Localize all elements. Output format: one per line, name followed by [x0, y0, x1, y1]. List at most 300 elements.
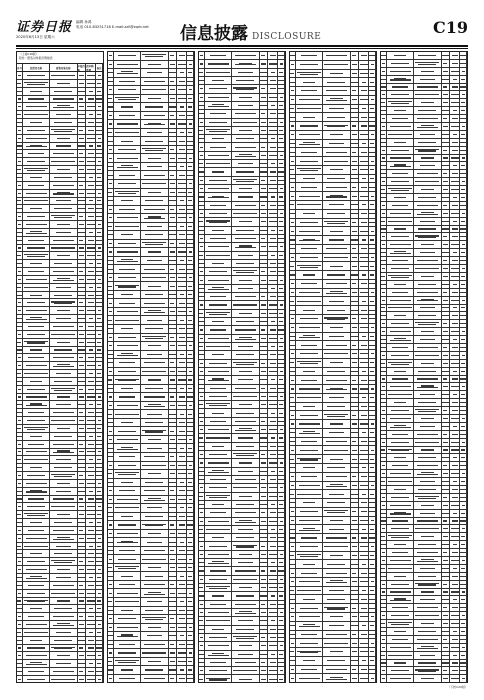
table-cell — [169, 470, 178, 478]
cell-text-line — [209, 405, 227, 406]
cell-text-line — [329, 397, 344, 398]
table-cell — [387, 312, 414, 319]
table-cell — [268, 252, 278, 259]
cell-text-line — [109, 64, 112, 65]
table-cell — [460, 178, 467, 185]
table-cell — [260, 468, 269, 475]
cell-text-line — [209, 454, 227, 455]
table-cell — [414, 162, 441, 169]
table-row — [17, 354, 103, 362]
table-row — [381, 84, 467, 92]
cell-text-line — [56, 404, 71, 405]
cell-text-line — [382, 584, 385, 585]
table-cell — [414, 344, 441, 351]
table-cell — [78, 401, 87, 408]
cell-text-line — [278, 637, 284, 638]
cell-text-line — [326, 389, 347, 390]
cell-text-line — [148, 345, 161, 346]
table-cell — [450, 533, 460, 540]
table-row — [17, 401, 103, 409]
cell-text-line — [180, 226, 185, 227]
cell-text-line — [381, 449, 385, 450]
cell-text-line — [382, 560, 385, 561]
table-row — [199, 534, 285, 542]
cell-text-line — [145, 516, 163, 517]
cell-text-line — [236, 181, 254, 182]
table-cell — [351, 411, 360, 419]
table-cell — [78, 237, 87, 244]
cell-text-line — [188, 132, 192, 133]
table-cell — [296, 87, 323, 95]
table-cell — [141, 308, 168, 316]
cell-text-line — [170, 64, 176, 65]
cell-text-line — [381, 544, 386, 545]
cell-text-line — [381, 513, 386, 514]
table-row — [108, 342, 194, 351]
cell-text-line — [300, 222, 318, 223]
table-cell — [351, 657, 360, 665]
table-cell — [359, 613, 369, 621]
cell-text-line — [144, 115, 165, 116]
table-cell — [86, 652, 96, 659]
table-cell — [387, 470, 414, 477]
cell-text-line — [170, 465, 175, 466]
table-cell — [268, 401, 278, 408]
table-cell — [50, 260, 77, 267]
table-cell — [278, 260, 285, 267]
cell-text-line — [79, 679, 84, 680]
table-cell — [23, 472, 50, 479]
table-row — [17, 558, 103, 566]
table-cell — [141, 248, 168, 256]
table-row — [381, 376, 467, 384]
cell-text-line — [369, 318, 375, 319]
table-cell — [260, 52, 269, 59]
cell-text-line — [260, 595, 268, 596]
cell-text-line — [290, 169, 294, 170]
table-cell — [187, 632, 194, 640]
cell-text-line — [279, 471, 284, 472]
cell-text-line — [79, 130, 83, 131]
table-cell — [23, 527, 50, 534]
table-cell — [177, 632, 187, 640]
table-row — [290, 631, 376, 640]
table-cell — [114, 641, 141, 649]
table-row — [290, 227, 376, 236]
table-cell — [96, 449, 103, 456]
table-column-3 — [198, 51, 286, 683]
table-cell — [78, 80, 87, 87]
table-cell — [177, 402, 187, 410]
cell-text-line — [442, 339, 449, 340]
cell-text-line — [443, 157, 449, 158]
table-cell — [23, 135, 50, 142]
table-header-row — [17, 64, 103, 72]
cell-text-line — [79, 216, 83, 217]
table-row — [290, 543, 376, 552]
cell-text-line — [291, 318, 294, 319]
table-cell — [323, 385, 350, 393]
table-cell — [296, 271, 323, 279]
table-row — [290, 96, 376, 105]
table-cell — [169, 299, 178, 307]
cell-text-line — [371, 520, 374, 521]
table-cell — [50, 503, 77, 510]
table-cell — [387, 265, 414, 272]
table-cell — [351, 183, 360, 191]
cell-text-line — [18, 420, 21, 421]
cell-text-line — [327, 178, 345, 179]
cell-text-line — [300, 415, 318, 416]
table-row — [199, 193, 285, 201]
table-cell — [23, 284, 50, 291]
table-cell — [369, 473, 376, 481]
table-cell — [260, 218, 269, 225]
cell-text-line — [142, 183, 166, 184]
cell-text-line — [178, 533, 187, 534]
table-row — [17, 292, 103, 300]
table-cell — [296, 368, 323, 376]
cell-text-line — [352, 161, 357, 162]
table-cell — [78, 417, 87, 424]
table-cell — [50, 166, 77, 173]
cell-text-line — [178, 311, 186, 312]
cell-text-line — [421, 244, 434, 245]
table-cell — [78, 260, 87, 267]
cell-text-line — [261, 304, 266, 305]
table-row — [17, 637, 103, 645]
cell-text-line — [79, 193, 84, 194]
table-row — [17, 80, 103, 88]
cell-text-line — [235, 64, 256, 65]
cell-text-line — [170, 678, 174, 679]
cell-text-line — [179, 618, 186, 619]
table-cell — [460, 328, 467, 335]
cell-text-line — [391, 277, 409, 278]
table-cell — [205, 343, 232, 350]
table-cell — [23, 637, 50, 644]
cell-text-line — [351, 599, 359, 600]
table-cell — [23, 417, 50, 424]
cell-text-line — [121, 106, 134, 107]
table-cell — [232, 484, 259, 491]
table-row — [17, 496, 103, 504]
table-cell — [232, 135, 259, 142]
cell-text-line — [278, 329, 284, 330]
table-cell — [351, 70, 360, 78]
cell-text-line — [200, 147, 203, 148]
cell-text-line — [290, 345, 295, 346]
cell-text-line — [79, 279, 84, 280]
cell-text-line — [97, 169, 101, 170]
cell-text-line — [170, 661, 176, 662]
table-cell — [205, 326, 232, 333]
table-cell — [351, 674, 360, 682]
cell-text-line — [148, 158, 161, 159]
table-row — [290, 210, 376, 219]
cell-text-line — [278, 171, 283, 172]
table-row — [17, 598, 103, 606]
table-cell — [141, 78, 168, 86]
table-cell — [23, 198, 50, 205]
table-cell — [414, 462, 441, 469]
table-cell — [86, 441, 96, 448]
cell-text-line — [270, 354, 276, 355]
table-cell — [177, 359, 187, 367]
table-intro-line: （上接C18版） — [19, 52, 39, 56]
table-cell — [387, 107, 414, 114]
cell-text-line — [270, 180, 277, 181]
table-cell — [387, 68, 414, 75]
table-cell — [96, 72, 103, 79]
cell-text-line — [297, 108, 321, 109]
cell-text-line — [238, 288, 253, 289]
cell-text-line — [51, 420, 75, 421]
cell-text-line — [97, 263, 102, 264]
cell-text-line — [418, 402, 436, 403]
table-cell — [50, 72, 77, 79]
table-cell — [460, 273, 467, 280]
cell-text-line — [26, 664, 47, 665]
cell-text-line — [97, 459, 101, 460]
cell-text-line — [270, 421, 277, 422]
table-cell — [442, 549, 451, 556]
cell-text-line — [188, 354, 193, 355]
cell-text-line — [206, 529, 230, 530]
table-cell — [296, 508, 323, 516]
cell-text-line — [208, 612, 229, 613]
table-cell — [442, 84, 451, 91]
cell-text-line — [360, 546, 368, 547]
table-cell — [205, 260, 232, 267]
cell-text-line — [88, 553, 94, 554]
table-header-cell: 拟申购数量 — [86, 64, 96, 71]
cell-text-line — [279, 346, 283, 347]
cell-text-line — [420, 79, 435, 80]
cell-text-line — [351, 239, 358, 240]
cell-text-line — [169, 294, 177, 295]
table-cell — [23, 80, 50, 87]
table-cell — [460, 462, 467, 469]
cell-text-line — [421, 189, 434, 190]
table-cell — [50, 268, 77, 275]
cell-text-line — [451, 591, 460, 592]
table-cell — [141, 453, 168, 461]
cell-text-line — [18, 138, 21, 139]
table-cell — [387, 289, 414, 296]
table-cell — [260, 534, 269, 541]
table-cell — [232, 468, 259, 475]
cell-text-line — [260, 629, 268, 630]
cell-text-line — [26, 569, 47, 570]
table-cell — [351, 604, 360, 612]
cell-text-line — [169, 166, 176, 167]
table-cell — [460, 123, 467, 130]
table-cell — [278, 659, 285, 666]
table-cell — [369, 341, 376, 349]
table-cell — [268, 559, 278, 566]
cell-text-line — [452, 150, 459, 151]
table-cell — [323, 315, 350, 323]
table-cell — [50, 88, 77, 95]
cell-text-line — [208, 380, 229, 381]
table-cell — [414, 273, 441, 280]
cell-text-line — [301, 90, 316, 91]
table-row — [108, 496, 194, 505]
cell-text-line — [381, 363, 385, 364]
table-cell — [268, 567, 278, 574]
table-cell — [96, 566, 103, 573]
table-cell — [260, 484, 269, 491]
cell-text-line — [290, 397, 294, 398]
table-cell — [78, 354, 87, 361]
cell-text-line — [360, 362, 369, 363]
table-cell — [78, 268, 87, 275]
table-row — [290, 201, 376, 210]
table-cell — [260, 659, 269, 666]
cell-text-line — [108, 226, 112, 227]
table-cell — [114, 342, 141, 350]
cell-text-line — [299, 99, 320, 100]
cell-text-line — [88, 122, 94, 123]
table-cell — [323, 297, 350, 305]
table-cell — [78, 378, 87, 385]
cell-text-line — [236, 364, 254, 365]
cell-text-line — [209, 180, 227, 181]
cell-text-line — [290, 441, 295, 442]
table-cell — [351, 666, 360, 674]
table-row — [108, 180, 194, 189]
table-cell — [296, 289, 323, 297]
cell-text-line — [235, 205, 256, 206]
cell-text-line — [442, 544, 450, 545]
cell-text-line — [327, 512, 345, 513]
cell-text-line — [108, 72, 113, 73]
cell-text-line — [291, 511, 294, 512]
cell-text-line — [169, 200, 177, 201]
cell-text-line — [169, 507, 176, 508]
table-cell — [351, 613, 360, 621]
cell-text-line — [180, 448, 185, 449]
table-row — [108, 120, 194, 129]
cell-text-line — [260, 354, 268, 355]
table-cell — [278, 418, 285, 425]
table-cell — [268, 360, 278, 367]
cell-text-line — [369, 90, 375, 91]
table-cell — [86, 370, 96, 377]
table-cell — [96, 174, 103, 181]
cell-text-line — [96, 585, 101, 586]
cell-text-line — [189, 533, 192, 534]
cell-text-line — [18, 302, 21, 303]
table-cell — [351, 324, 360, 332]
table-cell — [78, 441, 87, 448]
cell-text-line — [391, 450, 409, 451]
table-cell — [450, 376, 460, 383]
cell-text-line — [415, 268, 439, 269]
table-cell — [278, 501, 285, 508]
table-row — [108, 538, 194, 547]
table-cell — [351, 587, 360, 595]
table-row — [108, 470, 194, 479]
cell-text-line — [291, 669, 294, 670]
cell-text-line — [169, 669, 177, 670]
cell-text-line — [391, 190, 409, 191]
table-cell — [296, 201, 323, 209]
cell-text-line — [30, 608, 43, 609]
table-cell — [414, 312, 441, 319]
table-cell — [96, 503, 103, 510]
table-cell — [205, 143, 232, 150]
cell-text-line — [79, 396, 85, 397]
cell-text-line — [26, 224, 47, 225]
cell-text-line — [179, 55, 186, 56]
table-cell — [351, 105, 360, 113]
table-cell — [86, 503, 96, 510]
table-cell — [268, 675, 278, 682]
cell-text-line — [269, 338, 277, 339]
table-row — [381, 352, 467, 360]
table-cell — [169, 385, 178, 393]
table-row — [17, 166, 103, 174]
table-cell — [78, 292, 87, 299]
cell-text-line — [327, 608, 345, 609]
cell-text-line — [187, 141, 192, 142]
cell-text-line — [28, 271, 43, 272]
table-cell — [414, 320, 441, 327]
table-cell — [78, 362, 87, 369]
table-cell — [205, 69, 232, 76]
cell-text-line — [442, 228, 450, 229]
table-cell — [78, 543, 87, 550]
cell-text-line — [461, 536, 465, 537]
cell-text-line — [270, 546, 277, 547]
cell-text-line — [279, 679, 283, 680]
cell-text-line — [119, 456, 134, 457]
cell-text-line — [361, 125, 368, 126]
cell-text-line — [18, 538, 21, 539]
cell-text-line — [461, 599, 466, 600]
table-cell — [268, 193, 278, 200]
cell-text-line — [261, 462, 267, 463]
table-cell — [442, 218, 451, 225]
table-cell — [442, 368, 451, 375]
table-cell — [296, 70, 323, 78]
cell-text-line — [291, 64, 294, 65]
cell-text-line — [18, 247, 21, 248]
table-cell — [169, 479, 178, 487]
table-cell — [323, 639, 350, 647]
cell-text-line — [54, 217, 72, 218]
table-cell — [187, 462, 194, 470]
table-cell — [23, 394, 50, 401]
cell-text-line — [352, 318, 356, 319]
table-cell — [205, 667, 232, 674]
cell-text-line — [352, 441, 356, 442]
cell-text-line — [169, 226, 176, 227]
table-cell — [232, 376, 259, 383]
table-cell — [78, 550, 87, 557]
table-row — [17, 480, 103, 488]
cell-text-line — [452, 292, 459, 293]
cell-text-line — [88, 357, 95, 358]
table-cell — [78, 425, 87, 432]
table-row — [199, 376, 285, 384]
table-row — [17, 550, 103, 558]
cell-text-line — [271, 138, 276, 139]
table-cell — [268, 509, 278, 516]
cell-text-line — [145, 200, 163, 201]
